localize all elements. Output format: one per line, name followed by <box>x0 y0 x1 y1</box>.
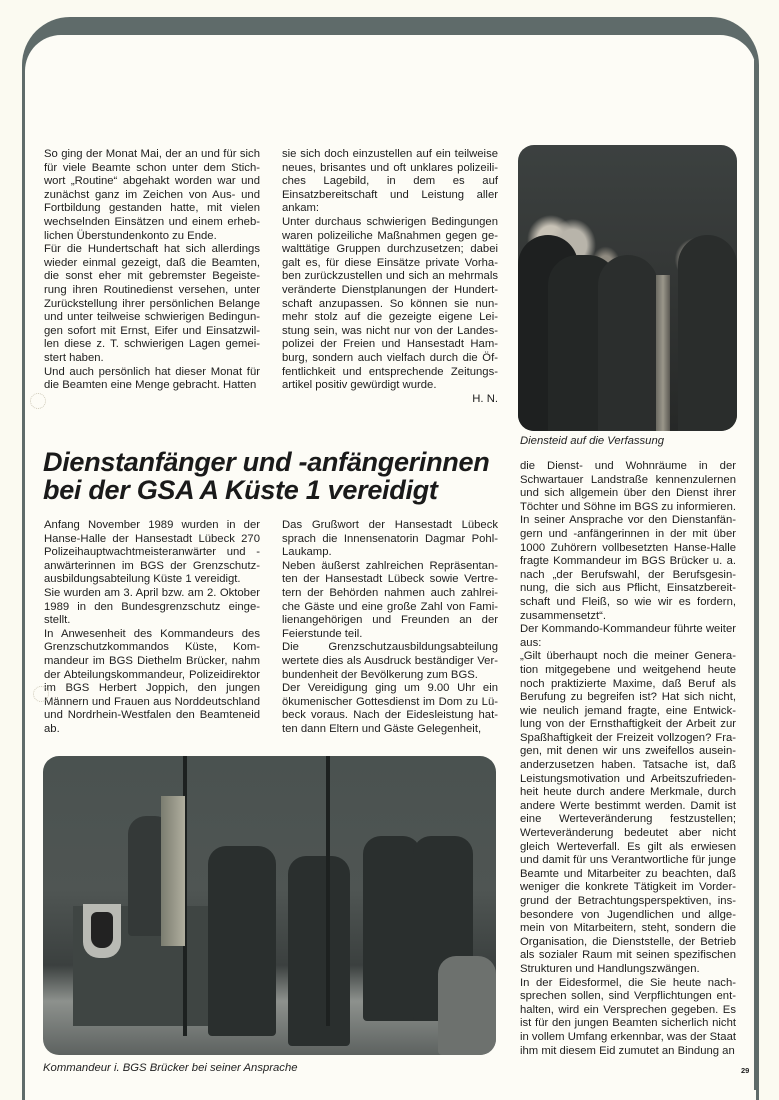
headline-line-2: bei der GSA A Küste 1 vereidigt <box>43 475 438 505</box>
article-column-2 <box>282 519 498 737</box>
paragraph: In seiner Ansprache vor den Dienstanfängern und -anfängerinnen in der mit über 1000 Zuhörern vollbesetzten Hanse-Halle fragte Kommandeur im BGS Brücker u. a. nach „der Berufswahl, der Berufsgesinnung, die sich aus Pflicht, Einsatzbereitschaft und Fleiß, so wie wir es fordern, zusammensetzt“. <box>520 514 736 622</box>
punch-hole-mark <box>30 393 46 409</box>
paragraph: Das Grußwort der Hansestadt Lübeck sprach die Innensenatorin Dagmar Pohl-Laukamp. <box>282 519 498 559</box>
punch-hole-mark <box>33 686 49 702</box>
paragraph: sie sich doch einzustellen auf ein teilweise neues, brisantes und oft unklares polizeiliches Lagebild, in dem es auf Einsatzbereitschaft und Leistung aller ankam: <box>282 148 498 215</box>
photo-top-caption: Diensteid auf die Verfassung <box>520 435 665 447</box>
paragraph: Sie wurden am 3. April bzw. am 2. Oktober 1989 in den Bundesgrenzschutz eingestellt. <box>44 586 260 627</box>
paragraph: Der Kommando-Kommandeur führte weiter aus: <box>520 623 736 649</box>
federal-eagle-emblem <box>83 904 121 958</box>
headline-line-1: Dienstanfänger und -anfängerinnen <box>43 447 490 477</box>
paragraph: Der Vereidigung ging um 9.00 Uhr ein ökumenischer Gottesdienst im Dom zu Lübeck voraus. Nach der Eidesleistung hatten dann Eltern und Gäste Gelegenheit, <box>282 682 498 735</box>
photo-commander-speech <box>43 756 496 1055</box>
photo-oath-on-constitution <box>518 145 737 431</box>
photo-bottom-caption: Kommandeur i. BGS Brücker bei seiner Ansprache <box>43 1062 298 1074</box>
paragraph: In der Eidesformel, die Sie heute nachsprechen sollen, sind Verpflichtungen enthalten, wird ein Versprechen gegeben. Es ist für den jungen Beamten sicherlich nicht in vollem Umfang erkennbar, was der Staat ihm mit diesem Eid zumutet an Bindung an <box>520 976 737 1057</box>
author-signature: H. N. <box>472 392 498 405</box>
paragraph: In Anwesenheit des Kommandeurs des Grenzschutzkommandos Küste, Kommandeur im BGS Diethelm Brücker, nahm der Abteilungskommandeur, Polizeidirektor im BGS Herbert Joppich, den jungen Männern und Frauen aus Norddeutschland und Nordrhein-Westfalen den Beamteneid ab. <box>44 627 260 735</box>
paragraph: Unter durchaus schwierigen Bedingungen waren polizeiliche Maßnahmen gegen gewalttätige Gruppen durchzusetzen; dabei galt es, für diese Einsätze private Vorhaben zurückzustellen und sich an mehrmals veränderte Dienstplanungen der Hundertschaft anzupassen. So können sie nunmehr stolz auf die gezeigte eigene Leistung sein, was nicht nur von der Landespolizei der Freien und Hansestadt Hamburg, sondern auch vielfach durch die Öffentlichkeit und entsprechende Zeitungsartikel positiv gewürdigt wurde. <box>282 215 498 392</box>
paragraph: Die Grenzschutzausbildungsabteilung wertete dies als Ausdruck beständiger Verbundenheit der Bevölkerung zum BGS. <box>282 641 498 681</box>
paragraph: Anfang November 1989 wurden in der Hanse-Halle der Hansestadt Lübeck 270 Polizeihauptwachtmeisteranwärter und -anwärterinnen im BGS der Grenzschutzausbildungsabteilung Küste 1 vereidigt. <box>44 519 260 586</box>
article-headline <box>43 448 522 504</box>
right-margin-rule <box>754 60 757 1090</box>
paragraph: Neben äußerst zahlreichen Repräsentanten der Hansestadt Lübeck sowie Vertretern der Behörden nahmen auch zahlreiche Gäste und eine große Zahl von Familienangehörigen und Freunden an der Feierstunde teil. <box>282 559 498 640</box>
paragraph: die Dienst- und Wohnräume in der Schwartauer Landstraße kennenzulernen und sich allgemein über den Dienst ihrer Töchter und Söhne im BGS zu informieren. <box>520 460 736 513</box>
article-column-1 <box>44 519 260 737</box>
paragraph: So ging der Monat Mai, der an und für sich für viele Beamte schon unter dem Stichwort „Routine“ abgehakt worden war und zunächst ganz im Zeichen von Aus- und Fortbildung gestanden hatte, mit vielen wechselnden Einsätzen und einem erheblichen Überstundenkonto zu Ende. <box>44 148 260 242</box>
page-number: 29 <box>741 1066 750 1075</box>
previous-article-column-1 <box>44 148 260 393</box>
paragraph: „Gilt überhaupt noch die meiner Generation mitgegebene und weitgehend heute noch praktizierte Maxime, daß Beruf als Berufung zu begreifen ist? Hat sich nicht, wie neulich jemand fragte, eine Entwicklung von der Ernsthaftigkeit der Arbeit zur Spaßhaftigkeit der Freizeit vollzogen? Fragen, mit denen wir uns zweifellos auseinanderzusetzen haben. Tatsache ist, daß Leistungsmotivation und Arbeitszufriedenheit heute durch andere Merkmale, durch andere Werte bestimmt werden. Damit ist eine Werteveränderung festzustellen; Werteveränderung bedeutet aber nicht gleich Werteverfall. Es gilt als erwiesen und damit für uns Verantwortliche für junge Beamte und Mitarbeiter zu beachten, daß weniger die konkrete Tätigkeit im Vordergrund der Betrachtungsperspektiven, insbesondere von Jugendlichen und allgemein von Mitarbeitern, steht, sondern die Organisation, die Dienststelle, der Betrieb als sozialer Raum mit seinen spezifischen Strukturen und Handlungszwängen. <box>520 650 736 975</box>
paragraph: Für die Hundertschaft hat sich allerdings wieder einmal gezeigt, daß die Beamten, die sonst eher mit gebremster Begeisterung ihren Routinedienst versehen, unter Zurückstellung ihrer persönlichen Belange und unter teilweise schwierigen Bedingungen sofort mit Ernst, Eifer und Einsatzwillen diese z. T. schwierigen Lagen gemeistert haben. <box>44 243 260 364</box>
article-column-3 <box>520 460 736 1058</box>
paragraph: Und auch persönlich hat dieser Monat für die Beamten eine Menge gebracht. Hatten <box>44 365 260 392</box>
previous-article-column-2 <box>282 148 498 406</box>
